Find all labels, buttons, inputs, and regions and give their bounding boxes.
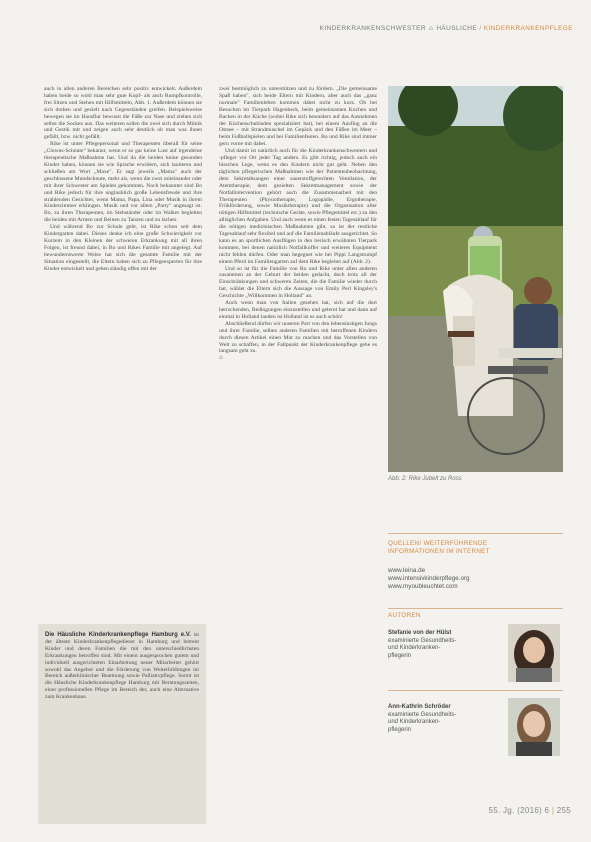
author-role: und Kinderkranken- bbox=[388, 719, 441, 725]
avatar-illustration bbox=[508, 624, 560, 682]
authors-title: AUTOREN bbox=[388, 612, 421, 619]
paragraph: Rike ist unter Pflegepersonal und Therapeuten überall für seine „Clowns-Schnute" bekannt, wenn er so gar keine Lust auf irgendeine therapeutische Maßnahme hat. Und da die beiden keine gesunden Kinder haben, können sie wie Sprache erwidern, sich lautieren und schließen am Wort „Maxe". Er sagt jeweils „Mama" auch der geschlossene Mundschnute, mehr als, wenn die zwei miteinander oder mit ihrer Schwester am Spielen gekommen. Noch bekannter sind Bo und Rike jedoch für ihre unglaublich große Lebensfreude und ihre strahlenden Gesichter, wenn Mama, Papa, Lina oder Musik in ihrem Kinderzimmer erklingen. Musik und vor allem „Party" angesagt ist. Bo, zu ihren Therapeuten, im Stehständer oder im Walker begleiten die beiden mit Armen und Beinen zu Tanzen und zu lachen. bbox=[44, 141, 202, 224]
issue-label: 55. Jg. (2016) 6 bbox=[488, 806, 550, 815]
sources-title-line1: QUELLEN/ WEITERFÜHRENDE bbox=[388, 540, 488, 547]
paragraph: Auch wenn man von Italien gesehen hat, sich auf die dort herrschenden, Bedingungen einzustellen und gelernt hat und dann auf einmal in Holland landen ist Holland ist es auch schön! bbox=[219, 300, 377, 320]
photo-illustration bbox=[388, 86, 563, 472]
running-header bbox=[320, 25, 573, 32]
house-icon: ⌂ bbox=[429, 25, 434, 32]
paragraph: Und während Bo zur Schule geht, ist Rike schon seit dem Kindergarten dabei. Dieses denke ich eine große Schwierigkeit vor Kurzem in den Kleinen der schweren Erkrankung mit all ihren Folgen, ist freund dabei, in Bo und Rikes Familie mit angelegt. Auf bewundernswerte Weise hat sich die gesamte Familie mit der Situation eingestellt, die Eltern haben sich zu Pflegeexperten für ihre Kinder entwickelt und gehen ständig offen mit der bbox=[44, 224, 202, 272]
author-name: Ann-Kathrin Schröder bbox=[388, 704, 451, 710]
page-footer bbox=[488, 806, 571, 815]
author-avatar bbox=[508, 624, 560, 682]
divider bbox=[388, 608, 563, 609]
author-role: pflegerin bbox=[388, 726, 412, 733]
organization-infobox bbox=[38, 624, 206, 824]
paragraph: Und damit ist natürlich auch für die Kinderkrankenschwestern und -pfleger vor Ort jeder Tag anders. Es gibt richtig, jedoch auch ein bisschen Lege, wenn es den Kindern nicht gut geht. Neben den täglichen pflegerischen Maßnahmen wie der Patientenbeobachtung, dem Sekretabsaugen einer sauerstoffgerechten Ventilation, der Atemtherapie, dem gezielten Sekretmanagement sowie der Notfallintervention gehört auch die Zusammenarbeit mit den Therapeuten (Physiotherapie, Logopädie, Ergotherapie, Frühförderung, sowie Musiktherapie) und die Organisation aller nötigen Hilfsmittel (technische Geräte, sowie Pflegemittel etc.) zu den alltäglichen Aufgaben. Und auch wenn es einen festen Tagesablauf für die nötigen medizinischen Maßnahmen gibt, so ist der restliche Tagesablauf sehr flexibel und auf die Familienabläufe ausgerichtet. So kann es an sportlichen Ausflügen in den tierisch erwähnten Tierpark kommen, bei denen natürlich Notfallkoffer und weiteres Equipment nicht fehlen dürfen. Oder man begegnet wie bei Pippi Langstrumpf einem Pferd im Familiengarten auf dem Rike begleitet auf (Abb. 2). bbox=[219, 148, 377, 265]
divider bbox=[388, 533, 563, 534]
house-icon: ⌂ bbox=[219, 355, 223, 362]
author-entry bbox=[388, 704, 498, 734]
sources-link-list bbox=[388, 567, 563, 590]
magazine-name: KINDERKRANKENSCHWESTER bbox=[319, 25, 426, 32]
sources-title-line2: INFORMATIONEN IM INTERNET bbox=[388, 547, 490, 555]
photo-child-on-pony bbox=[388, 86, 563, 472]
sources-title bbox=[388, 540, 563, 555]
text-column-2 bbox=[219, 86, 377, 816]
author-entry bbox=[388, 630, 498, 660]
paragraph: Abschließend dürfen wir unseren Part von den lebenslustigen Jungs und ihrer Familie, selben anderen Familien mit betroffenen Kindern durch diesen Artikel einen Mut zu machen und das Vorstellen von Welt zu schaffen, in der Fallpunkt der Kinderkrankenpflege gehe es langsam geht zu. bbox=[219, 320, 377, 355]
paragraph: Und so ist für die Familie von Bo und Rike unter allen anderen zusammen an der Geburt der beiden gedacht, doch trotz all der Einschränkungen und schweren Zeiten, die die Familie wieder durch hat, wählet die Eltern sich die Aussage von Emily Perl Kingsley's Geschichte „Willkommen in Holland" an. bbox=[219, 265, 377, 300]
page-number: 255 bbox=[556, 806, 571, 815]
author-role: examinierte Gesundheits- bbox=[388, 711, 457, 718]
source-link[interactable]: www.intensivkinderpflege.org bbox=[388, 574, 470, 582]
author-role: und Kinderkranken- bbox=[388, 645, 441, 651]
author-role: pflegerin bbox=[388, 652, 412, 659]
author-role: examinierte Gesundheits- bbox=[388, 637, 457, 644]
infobox-title: Die Häusliche Kinderkrankenpflege Hamburg e.V. bbox=[45, 632, 191, 638]
paragraph: auch in allen anderen Bereichen sehr positiv entwickelt. Außerdem haben beide so wohl man sehr gute Kopf- als auch Rumpfkontrolle, frei Sitzen und Stehen mit Hilfsmitteln, Abb. 1. Außerdem können sie sich drehen und gezielt nach Gegenständen greifen. Beispielsweise bewegen sie im Hausflur bewusst die Füße zur Nase und ziehen sich selbst die Socken aus. Das weiteren sollen die zwei sich durch Mimik und Gestik mit und zeigen auch sehr deutlich ob man was ihnen gefällt, bzw. nicht gefällt. bbox=[44, 86, 202, 141]
photo-caption: Abb. 2: Rike Jubelt zu Ross bbox=[388, 476, 462, 482]
paragraph: zwei bestmöglich zu unterstützen und zu fördern. „Die gemeinsame Spaß haben", sich beide Eltern mit Kindern, aber auch das „ganz normale" Familienleben kommen dabei nicht zu kurz. Ob bei Besuchen im Tierpark Hagenbeck, beim gemeinsamen Kochen und Backen in der Küche (wobei Rike sich besonders auf das Ausnehmen der Küchenschubladen spezialisiert hat), bei einem Ausflug an die Ostsee – mit Strandmuschel im Gepäck und den Füßen im Meer – beim Fußballspielen und bei Familienfesten. Bo und Rike sind immer gern vorne mit dabei. bbox=[219, 86, 377, 148]
section-label-b: KINDERKRANKENPFLEGE bbox=[483, 25, 573, 32]
divider bbox=[388, 690, 563, 691]
section-separator: / bbox=[477, 25, 484, 32]
footer-separator: | bbox=[551, 806, 557, 815]
section-label-a: HÄUSLICHE bbox=[436, 25, 478, 32]
author-avatar bbox=[508, 698, 560, 756]
source-link[interactable]: www.leina.de bbox=[388, 567, 426, 574]
avatar-illustration bbox=[508, 698, 560, 756]
source-link[interactable]: www.myoubleuchtet.com bbox=[388, 582, 458, 590]
text-column-1 bbox=[44, 86, 202, 606]
infobox-text: ist der älteste Kinderkrankenpflegedienst in Hamburg und betreut Kinder und deren Familien die mit den unterschiedlichsten Erkrankungen betroffen sind. Mit einem ausgesprochen gutem und individuell ausgerichteten Einarbeitung neuer Mitarbeiter gehört sowohl das Angebot und die Förderung von Weiterbildungen im Bereich außerklinischer Beatmung sowie Palliativpflege. Somit ist die Häusliche Kinderkrankenpflege Hamburg mit Beratungszeiten, einer professionellen Pflege im Bereich der, auch eine Alternative zum Krankenhaus. bbox=[45, 632, 199, 701]
author-name: Stefanie von der Hülst bbox=[388, 630, 452, 636]
